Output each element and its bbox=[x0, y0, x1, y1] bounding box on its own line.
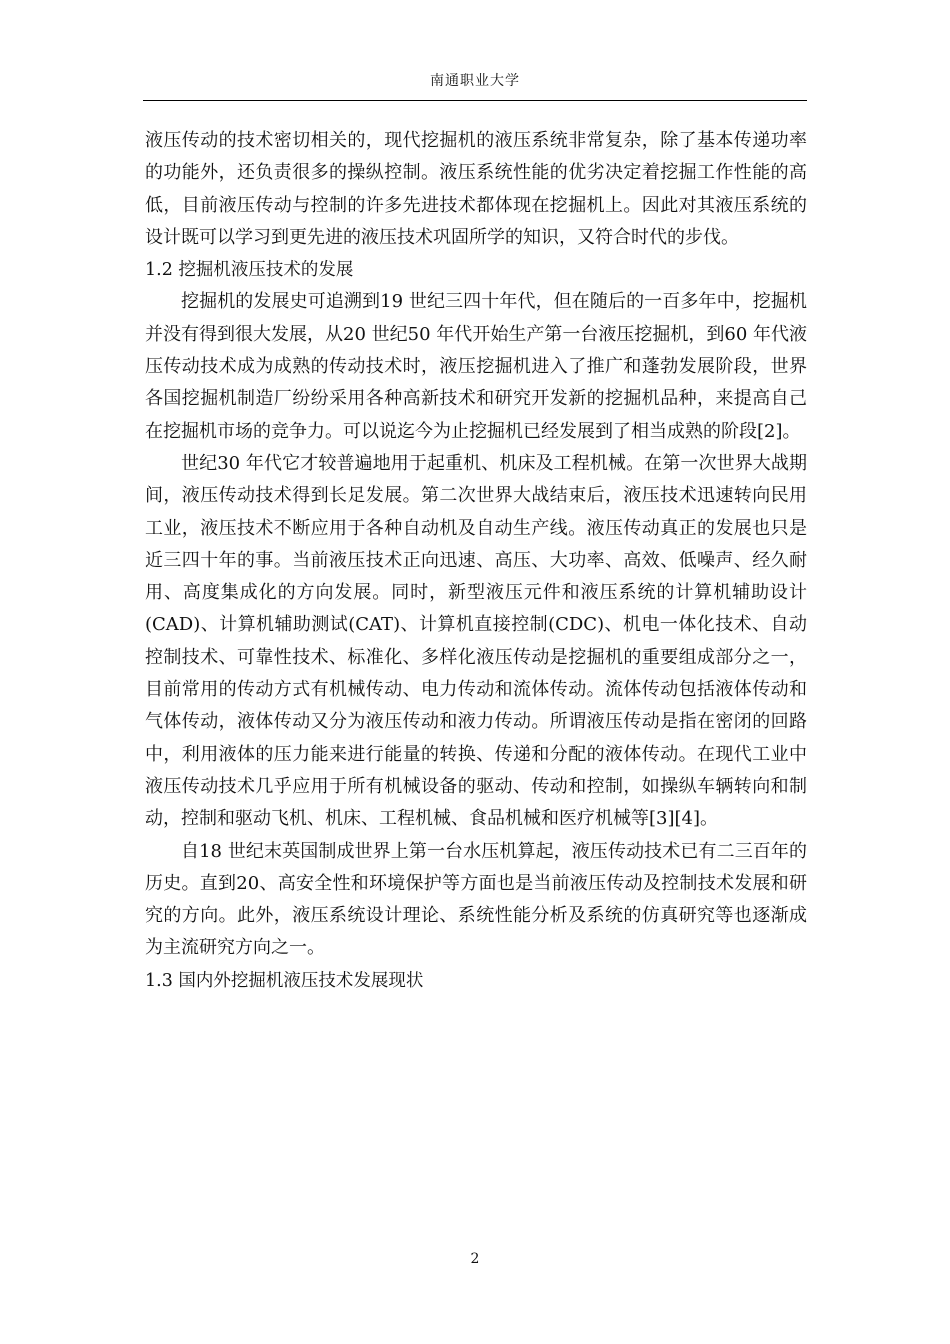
paragraph-4: 自18 世纪末英国制成世界上第一台水压机算起，液压传动技术已有二三百年的历史。直到20、高安全性和环境保护等方面也是当前液压传动及控制技术发展和研究的方向。此外，液压系统设计理论、系统性能分析及系统的仿真研究等也逐渐成为主流研究方向之一。 bbox=[145, 840, 807, 959]
section-heading-1-2: 1.2 挖掘机液压技术的发展 bbox=[145, 260, 354, 281]
section-heading-1-3: 1.3 国内外挖掘机液压技术发展现状 bbox=[145, 970, 424, 991]
page-header: 南通职业大学 bbox=[430, 73, 520, 89]
paragraph-1: 液压传动的技术密切相关的，现代挖掘机的液压系统非常复杂，除了基本传递功率的功能外，还负责很多的操纵控制。液压系统性能的优劣决定着挖掘工作性能的高低，目前液压传动与控制的许多先进技术都体现在挖掘机上。因此对其液压系统的设计既可以学习到更先进的液压技术巩固所学的知识，又符合时代的步伐。 bbox=[145, 130, 807, 248]
page-number: 2 bbox=[470, 1251, 480, 1267]
document-body bbox=[145, 125, 807, 997]
paragraph-2: 挖掘机的发展史可追溯到19 世纪三四十年代，但在随后的一百多年中，挖掘机并没有得到很大发展，从20 世纪50 年代开始生产第一台液压挖掘机，到60 年代液压传动技术成为成熟的传动技术时，液压挖掘机进入了推广和蓬勃发展阶段，世界各国挖掘机制造厂纷纷采用各种高新技术和研究开发新的挖掘机品种，来提高自己在挖掘机市场的竞争力。可以说迄今为止挖掘机已经发展到了相当成熟的阶段[2]。 bbox=[145, 291, 807, 442]
header-rule bbox=[143, 100, 807, 101]
paragraph-3: 世纪30 年代它才较普遍地用于起重机、机床及工程机械。在第一次世界大战期间，液压传动技术得到长足发展。第二次世界大战结束后，液压技术迅速转向民用工业，液压技术不断应用于各种自动机及自动生产线。液压传动真正的发展也只是近三四十年的事。当前液压技术正向迅速、高压、大功率、高效、低噪声、经久耐用、高度集成化的方向发展。同时，新型液压元件和液压系统的计算机辅助设计(CAD)、计算机辅助测试(CAT)、计算机直接控制(CDC)、机电一体化技术、自动控制技术、可靠性技术、标准化、多样化液压传动是挖掘机的重要组成部分之一，目前常用的传动方式有机械传动、电力传动和流体传动。流体传动包括液体传动和气体传动，液体传动又分为液压传动和液力传动。所谓液压传动是指在密闭的回路中，利用液体的压力能来进行能量的转换、传递和分配的液体传动。在现代工业中液压传动技术几乎应用于所有机械设备的驱动、传动和控制，如操纵车辆转向和制动，控制和驱动飞机、机床、工程机械、食品机械和医疗机械等[3][4]。 bbox=[145, 452, 807, 830]
